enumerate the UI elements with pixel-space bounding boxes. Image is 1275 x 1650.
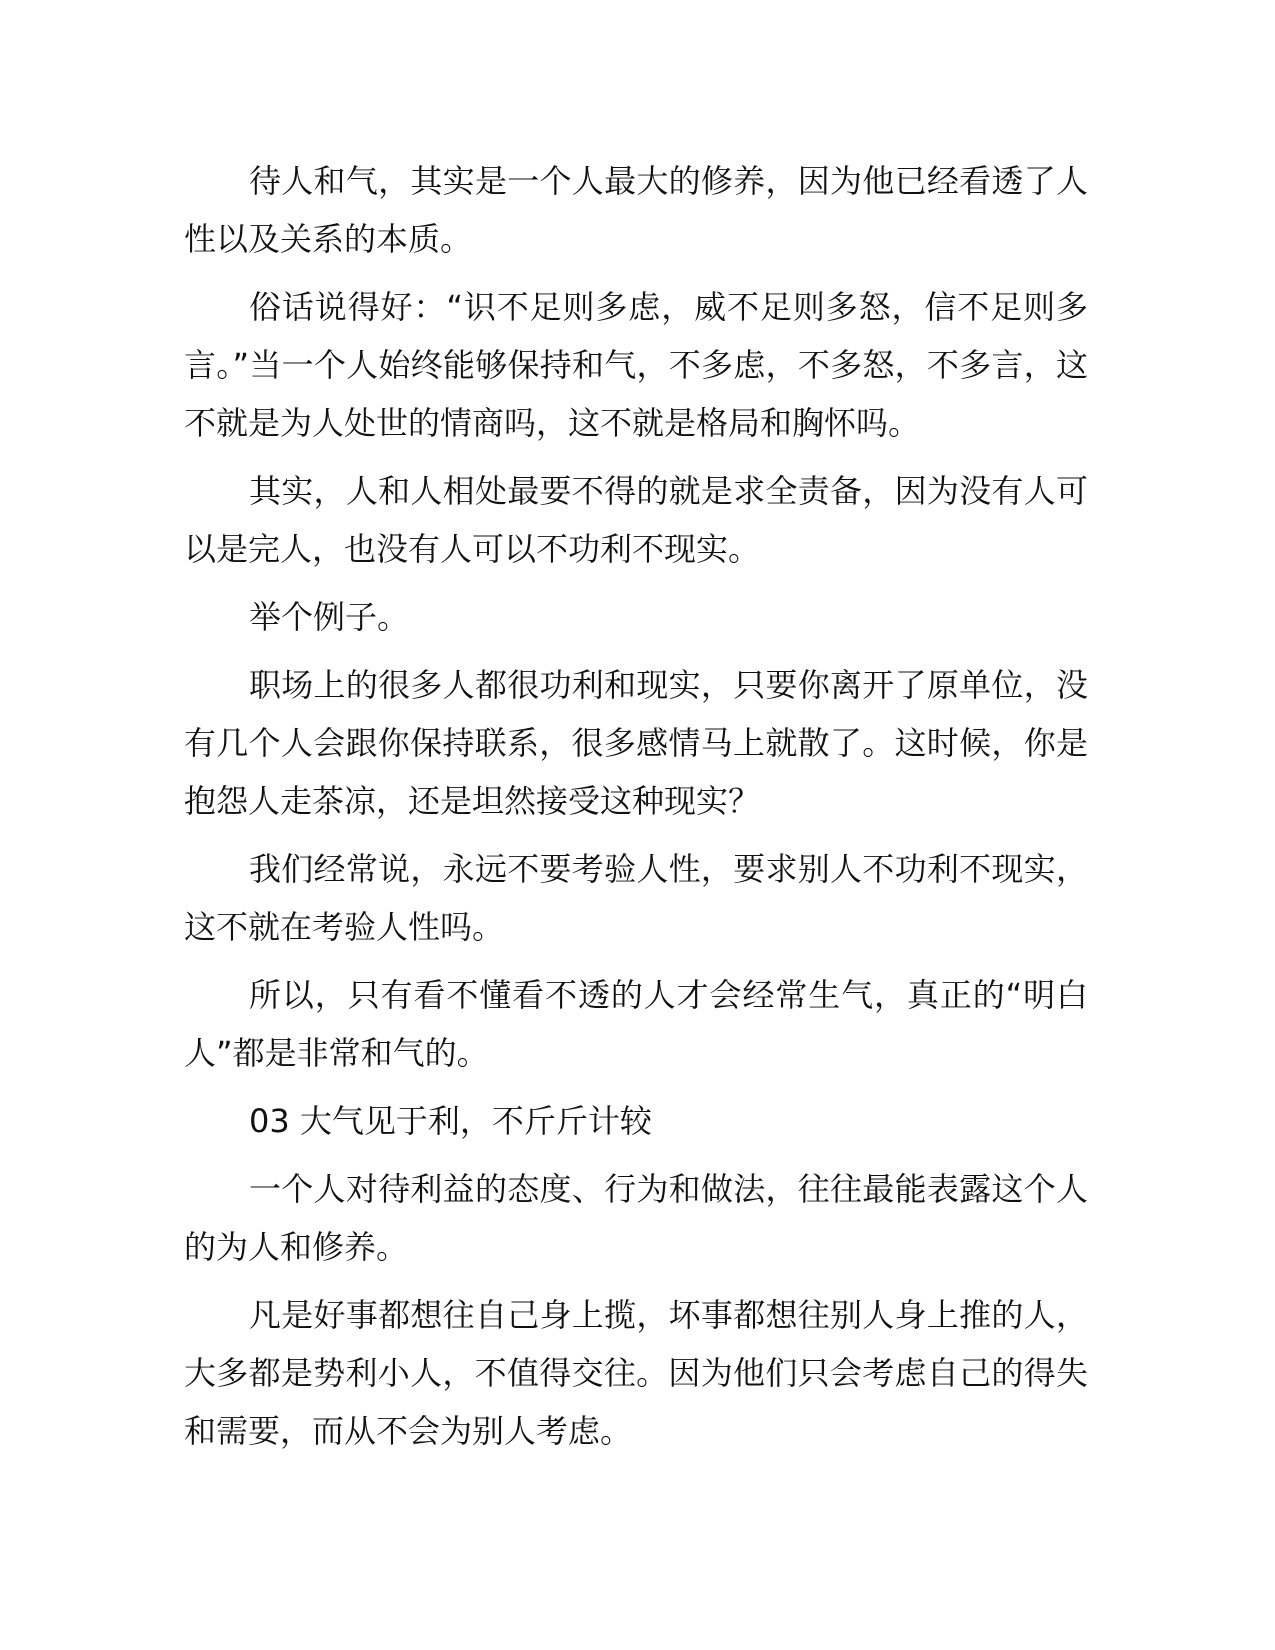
paragraph: 我们经常说，永远不要考验人性，要求别人不功利不现实，这不就在考验人性吗。	[184, 850, 1088, 946]
paragraph: 所以，只有看不懂看不透的人才会经常生气，真正的“明白人”都是非常和气的。	[184, 976, 1088, 1072]
paragraph: 俗话说得好：“识不足则多虑，威不足则多怒，信不足则多言。”当一个人始终能够保持和气，不多虑，不多怒，不多言，这不就是为人处世的情商吗，这不就是格局和胸怀吗。	[184, 288, 1088, 442]
paragraph: 职场上的很多人都很功利和现实，只要你离开了原单位，没有几个人会跟你保持联系，很多感情马上就散了。这时候，你是抱怨人走茶凉，还是坦然接受这种现实？	[184, 666, 1088, 820]
paragraph: 凡是好事都想往自己身上揽，坏事都想往别人身上推的人，大多都是势利小人，不值得交往。因为他们只会考虑自己的得失和需要，而从不会为别人考虑。	[184, 1296, 1088, 1450]
paragraph: 待人和气，其实是一个人最大的修养，因为他已经看透了人性以及关系的本质。	[184, 162, 1088, 258]
paragraph: 其实，人和人相处最要不得的就是求全责备，因为没有人可以是完人，也没有人可以不功利不现实。	[184, 472, 1088, 568]
document-body	[184, 152, 1088, 1470]
paragraph: 举个例子。	[249, 598, 410, 636]
paragraph: 一个人对待利益的态度、行为和做法，往往最能表露这个人的为人和修养。	[184, 1170, 1088, 1266]
section-heading: 03 大气见于利，不斤斤计较	[249, 1102, 652, 1140]
